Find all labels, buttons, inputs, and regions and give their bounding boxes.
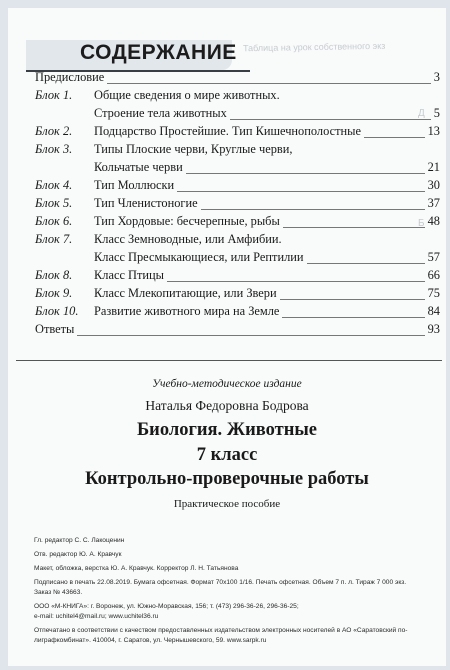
toc-leader-line	[107, 83, 431, 84]
bleed-through-text: Таблица на урок собственного экз	[242, 40, 386, 54]
page-title: СОДЕРЖАНИЕ	[80, 41, 237, 64]
credit-line: Отв. редактор Ю. А. Кравчук	[34, 551, 122, 558]
toc-leader-line	[201, 209, 425, 210]
toc-leader-line	[307, 263, 425, 264]
toc-page-number: 93	[427, 322, 440, 336]
credit-line: Макет, обложка, верстка Ю. А. Кравчук. Корректор Л. Н. Татьянова	[34, 565, 239, 572]
toc-leader-line	[177, 191, 424, 192]
toc-page-number: 75	[427, 286, 440, 300]
toc-leader-line	[186, 173, 425, 174]
book-title: Биология. Животные	[136, 420, 318, 440]
toc-leader-line	[77, 335, 424, 336]
toc-entry-title: Класс Земноводные, или Амфибии.	[94, 232, 282, 246]
toc-page-number: 37	[427, 196, 440, 210]
toc-block-label: Блок 6.	[35, 214, 73, 228]
toc-block-label: Блок 7.	[35, 232, 73, 246]
toc-entry-title-cont: Строение тела животных	[94, 106, 227, 120]
toc-page-number: 3	[433, 70, 440, 84]
toc-leader-line	[167, 281, 425, 282]
toc-entry-title-cont: Кольчатые черви	[94, 160, 183, 174]
edition-type: Учебно-методическое издание	[152, 378, 302, 390]
toc-leader-line	[230, 119, 431, 120]
credit-line: Заказ № 43663.	[34, 589, 83, 596]
toc-block-label: Блок 8.	[35, 268, 73, 282]
credit-line: Подписано в печать 22.08.2019. Бумага офсетная. Формат 70х100 1/16. Печать офсетная. Объем 7 п. л. Тираж 7 000 экз.	[34, 579, 407, 586]
toc-page-number: 57	[427, 250, 440, 264]
toc-entry-title: Класс Млекопитающие, или Звери	[94, 286, 277, 300]
toc-entry-title-cont: Класс Пресмыкающиеся, или Рептилии	[94, 250, 304, 264]
toc-page-number: 21	[427, 160, 440, 174]
bleed-through-text: Д	[418, 108, 425, 119]
toc-block-label: Блок 10.	[35, 304, 79, 318]
toc-leader-line	[280, 299, 425, 300]
toc-entry-title: Ответы	[35, 322, 75, 336]
toc-entry-title: Тип Хордовые: бесчерепные, рыбы	[94, 214, 280, 228]
toc-leader-line	[364, 137, 425, 138]
credit-line: Гл. редактор С. С. Лакоценин	[34, 537, 125, 544]
toc-page-number: 30	[427, 178, 440, 192]
toc-entry-title: Типы Плоские черви, Круглые черви,	[94, 142, 293, 156]
toc-page-number: 5	[433, 106, 440, 120]
credit-line: e-mail: uchitel4@mail.ru; www.uchitel36.ru	[34, 613, 159, 620]
divider	[16, 360, 442, 361]
toc-leader-line	[282, 317, 424, 318]
toc-block-label: Блок 5.	[35, 196, 73, 210]
toc-entry-title: Подцарство Простейшие. Тип Кишечнополостные	[94, 124, 361, 138]
toc-entry-title: Общие сведения о мире животных.	[94, 88, 280, 102]
heading-banner	[26, 34, 244, 72]
book-grade: 7 класс	[196, 445, 258, 465]
toc-entry-title: Тип Моллюски	[94, 178, 175, 192]
author-name: Наталья Федоровна Бодрова	[145, 398, 309, 413]
toc-entry-title: Развитие животного мира на Земле	[94, 304, 280, 318]
toc-entry-title: Предисловие	[35, 70, 105, 84]
toc-page-number: 84	[427, 304, 440, 318]
toc-block-label: Блок 2.	[35, 124, 73, 138]
toc-page-number: 13	[427, 124, 440, 138]
publication-credits	[34, 536, 434, 646]
toc-page-number: 66	[427, 268, 440, 282]
toc-entry-title: Тип Членистоногие	[94, 196, 198, 210]
toc-page-number: 48	[427, 214, 440, 228]
credit-line: лиграфкомбинат». 410004, г. Саратов, ул. Чернышевского, 59. www.sarpk.ru	[34, 637, 267, 644]
toc-block-label: Блок 4.	[35, 178, 73, 192]
book-genre: Практическое пособие	[173, 498, 281, 510]
toc-block-label: Блок 3.	[35, 142, 73, 156]
toc-block-label: Блок 9.	[35, 286, 73, 300]
toc-entry-title: Класс Птицы	[94, 268, 164, 282]
credit-line: ООО «М-КНИГА»: г. Воронеж, ул. Южно-Моравская, 156; т. (473) 296-36-26, 296-36-25;	[34, 603, 299, 610]
credit-line: Отпечатано в соответствии с качеством предоставленных издательством электронных носителей в АО «Саратовский по-	[34, 627, 408, 634]
toc-leader-line	[283, 227, 425, 228]
book-page	[8, 8, 446, 666]
book-subtitle: Контрольно-проверочные работы	[85, 469, 369, 489]
toc-block-label: Блок 1.	[35, 88, 73, 102]
bleed-through-text: Б	[418, 218, 425, 229]
